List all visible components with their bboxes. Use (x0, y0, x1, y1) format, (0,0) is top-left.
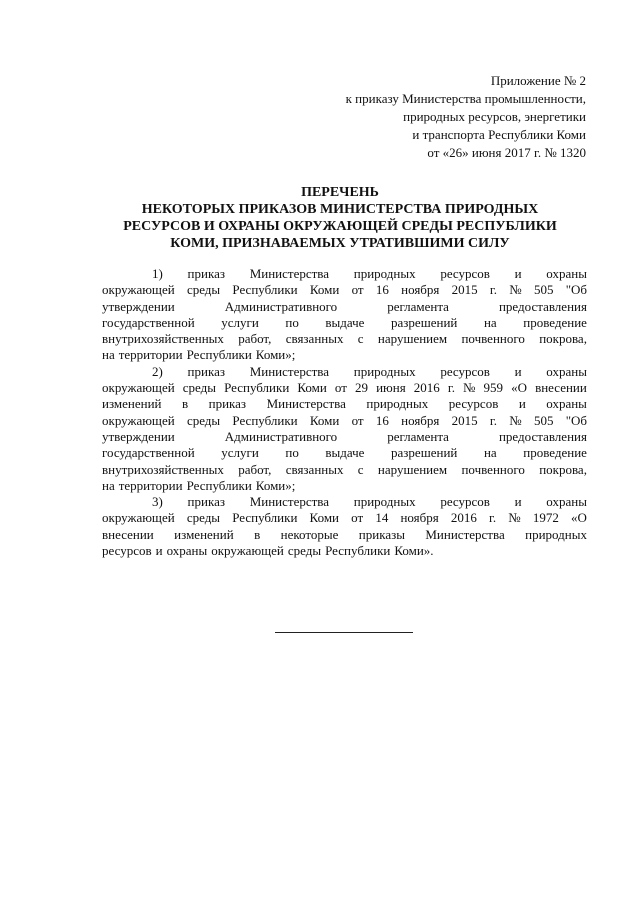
word: проведение (523, 314, 587, 330)
word: регламента (387, 298, 449, 314)
word: г. (489, 282, 498, 298)
word: охраны (546, 363, 587, 379)
word: 3) (152, 494, 163, 510)
word: и (514, 363, 522, 379)
list-item-line (102, 429, 587, 445)
list-item-line (102, 510, 587, 526)
word: 959 (483, 380, 504, 396)
word: на (483, 314, 497, 330)
list-item-line (102, 462, 587, 478)
word: ресурсов (440, 494, 490, 510)
word: с (357, 331, 364, 347)
appendix-header (250, 72, 586, 162)
list-item (102, 266, 587, 364)
word: Коми (309, 282, 340, 298)
word: работ, (238, 461, 272, 477)
list-item-line (102, 282, 587, 298)
word: и (155, 543, 163, 559)
word: № (463, 380, 476, 396)
word: среды (287, 543, 322, 559)
word: внесении (102, 526, 154, 542)
word: № (509, 412, 522, 428)
list-item-line (102, 413, 587, 429)
word: и (514, 266, 522, 281)
word: изменений (102, 396, 162, 412)
word: услуги (221, 445, 259, 461)
word: от (334, 380, 347, 396)
word: Республики (186, 477, 252, 493)
word: природных (366, 396, 429, 412)
word: Министерства (425, 526, 505, 542)
list-item-line (102, 347, 587, 363)
word: приказ (208, 396, 247, 412)
word: внесении (535, 380, 587, 396)
word: нарушением (377, 461, 448, 477)
word: природных (353, 363, 416, 379)
word: 505 (533, 282, 554, 298)
word: охраны (546, 494, 587, 510)
word: Коми (297, 380, 327, 396)
word: окружающей (211, 543, 284, 559)
word: ноября (400, 510, 439, 526)
word: от (351, 282, 364, 298)
word: Административного (224, 298, 338, 314)
word: ресурсов (440, 363, 490, 379)
word: г. (489, 412, 498, 428)
list-item-line (102, 543, 587, 559)
word: 16 (375, 282, 389, 298)
title-line: КОМИ, ПРИЗНАВАЕМЫХ УТРАТИВШИМИ СИЛУ (170, 236, 510, 251)
word: ноября (401, 282, 440, 298)
word: приказ (187, 363, 225, 379)
word: Коми»; (255, 347, 296, 363)
word: внутрихозяйственных (102, 331, 224, 347)
list-item-line (102, 299, 587, 315)
word: Административного (224, 428, 338, 444)
word: среды (186, 510, 221, 526)
word: на (483, 445, 497, 461)
word: некоторые (280, 526, 339, 542)
list-item (102, 364, 587, 494)
word: Коми». (394, 543, 434, 559)
word: и (514, 494, 522, 510)
word: «О (511, 380, 527, 396)
word: 2015 (451, 282, 478, 298)
word: природных (525, 526, 587, 542)
word: 29 (355, 380, 368, 396)
word: Республики (232, 412, 298, 428)
word: утверждении (102, 428, 175, 444)
word: Министерства (249, 494, 330, 510)
word: 16 (375, 412, 389, 428)
word: приказ (187, 494, 225, 510)
word: 1972 (532, 510, 559, 526)
word: на (102, 477, 115, 493)
word: № (508, 510, 521, 526)
list-item-line (102, 478, 587, 494)
word: природных (353, 266, 416, 281)
word: 2016 (413, 380, 440, 396)
word: 2015 (451, 412, 478, 428)
word: природных (353, 494, 416, 510)
word: "Об (565, 412, 587, 428)
word: Республики (224, 380, 290, 396)
word: покрова, (539, 461, 587, 477)
word: изменений (174, 526, 234, 542)
word: с (357, 461, 364, 477)
word: г. (447, 380, 455, 396)
list-item-line (102, 331, 587, 347)
word: среды (186, 412, 221, 428)
appendix-line: от «26» июня 2017 г. № 1320 (427, 145, 586, 160)
list-item (102, 494, 587, 559)
list-item-line (102, 527, 587, 543)
word: окружающей (102, 412, 175, 428)
word: в (182, 396, 189, 412)
title-line: ПЕРЕЧЕНЬ (301, 185, 379, 200)
word: почвенного (461, 331, 525, 347)
appendix-line: к приказу Министерства промышленности, (345, 91, 586, 106)
word: «О (570, 510, 587, 526)
word: 505 (533, 412, 554, 428)
word: на (102, 347, 115, 363)
word: предоставления (498, 428, 587, 444)
list-item-line (102, 494, 587, 510)
word: и (518, 396, 526, 412)
document-title (100, 184, 580, 252)
word: нарушением (377, 331, 448, 347)
word: регламента (387, 428, 449, 444)
word: разрешений (391, 445, 458, 461)
word: Республики (325, 543, 391, 559)
word: внутрихозяйственных (102, 461, 224, 477)
word: услуги (221, 314, 259, 330)
word: июня (376, 380, 406, 396)
word: Министерства (249, 266, 330, 281)
word: окружающей (102, 380, 175, 396)
word: по (285, 314, 299, 330)
word: 14 (375, 510, 389, 526)
list-item-line (102, 364, 587, 380)
word: предоставления (498, 298, 587, 314)
word: ресурсов (440, 266, 490, 281)
word: охраны (546, 266, 587, 281)
word: Министерства (266, 396, 346, 412)
word: охраны (546, 396, 587, 412)
word: государственной (102, 314, 195, 330)
word: территории (118, 347, 183, 363)
word: окружающей (102, 282, 175, 298)
list-item-line (102, 396, 587, 412)
word: Министерства (249, 363, 330, 379)
word: окружающей (102, 510, 175, 526)
appendix-line: Приложение № 2 (490, 73, 586, 88)
closing-divider (275, 632, 413, 633)
word: покрова, (539, 331, 587, 347)
word: Республики (232, 282, 298, 298)
word: утверждении (102, 298, 175, 314)
word: Коми (309, 510, 340, 526)
word: Коми»; (255, 477, 296, 493)
word: выдаче (325, 445, 365, 461)
word: г. (489, 510, 497, 526)
word: Республики (186, 347, 252, 363)
word: 2) (152, 363, 163, 379)
appendix-line: природных ресурсов, энергетики (403, 109, 586, 124)
word: 2016 (450, 510, 477, 526)
word: проведение (523, 445, 587, 461)
word: территории (118, 477, 183, 493)
word: среды (186, 282, 221, 298)
word: от (351, 412, 364, 428)
word: Республики (232, 510, 298, 526)
word: среды (182, 380, 216, 396)
word: разрешений (391, 314, 458, 330)
word: почвенного (461, 461, 525, 477)
appendix-line: и транспорта Республики Коми (412, 127, 586, 142)
word: ресурсов (102, 543, 152, 559)
word: по (285, 445, 299, 461)
word: приказы (358, 526, 405, 542)
word: Коми (309, 412, 340, 428)
word: связанных (285, 461, 344, 477)
word: "Об (565, 282, 587, 298)
orders-list (102, 266, 587, 559)
word: связанных (285, 331, 344, 347)
title-line: РЕСУРСОВ И ОХРАНЫ ОКРУЖАЮЩЕЙ СРЕДЫ РЕСПУБЛИКИ (123, 219, 557, 234)
list-item-line (102, 380, 587, 396)
list-item-line (102, 266, 587, 282)
word: охраны (166, 543, 208, 559)
word: в (254, 526, 261, 542)
word: от (351, 510, 364, 526)
word: работ, (238, 331, 272, 347)
word: ресурсов (448, 396, 499, 412)
title-line: НЕКОТОРЫХ ПРИКАЗОВ МИНИСТЕРСТВА ПРИРОДНЫХ (141, 202, 539, 217)
word: 1) (152, 266, 163, 281)
word: государственной (102, 445, 195, 461)
word: приказ (187, 266, 225, 281)
list-item-line (102, 315, 587, 331)
list-item-line (102, 445, 587, 461)
word: выдаче (325, 314, 365, 330)
word: № (509, 282, 522, 298)
word: ноября (401, 412, 440, 428)
